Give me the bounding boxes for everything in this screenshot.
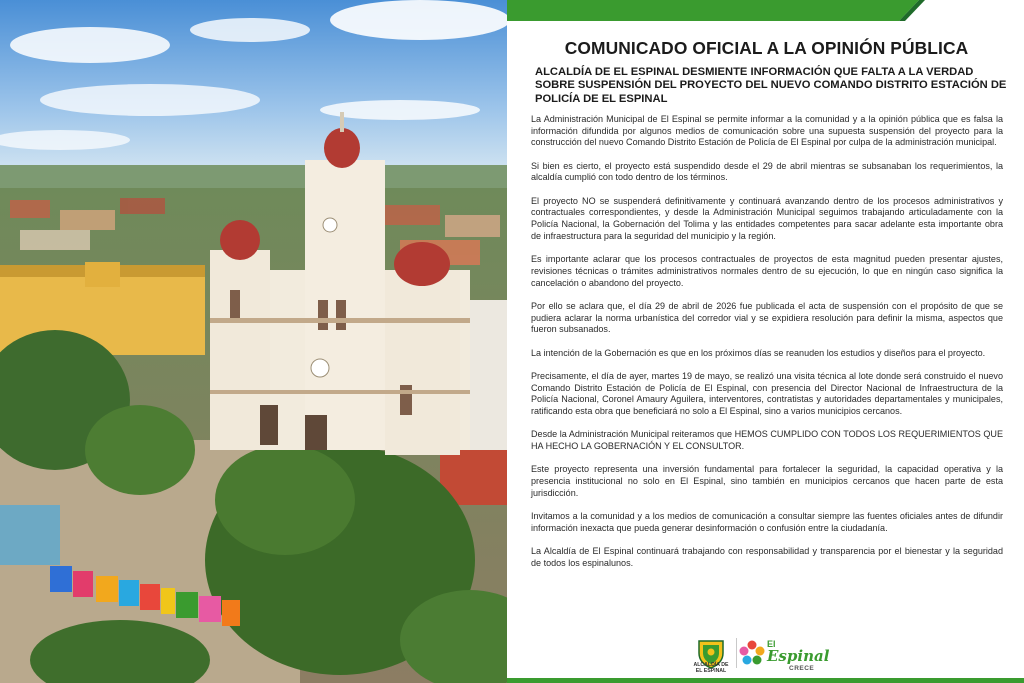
paragraph: Este proyecto representa una inversión fundamental para fortalecer la seguridad, la capacidad operativa y la presencia institucional no solo en El Espinal, sino también en municipios cercanos que hacen parte de esta jurisdicción. — [531, 464, 1003, 498]
cathedral-aerial-photo — [0, 0, 507, 683]
logo-divider — [736, 638, 737, 668]
paragraph: Por ello se aclara que, el día 29 de abril de 2026 fue publicada el acta de suspensión con el propósito de que se pudiera aclarar la norma urbanística del corredor vial y se expidiera resolución para definir la misma, aspectos que fueron subsanados. — [531, 300, 1003, 335]
logo-crece-text: CRECE — [789, 665, 815, 672]
official-statement-document — [507, 0, 1024, 683]
paragraph: Invitamos a la comunidad y a los medios de comunicación a consultar siempre las fuentes oficiales antes de difundir información inexacta que pueda generar desinformación o confusión entre la ciudadanía. — [531, 510, 1003, 533]
paragraph: Desde la Administración Municipal reiteramos que HEMOS CUMPLIDO CON TODOS LOS REQUERIMIENTOS QUE HA HECHO LA GOBERNACIÓN Y EL CONSULTOR. — [531, 429, 1003, 451]
bottom-accent-bar — [507, 678, 1024, 683]
paragraph: El proyecto NO se suspenderá definitivamente y continuará avanzando dentro de los procesos administrativos y contractuales correspondientes, y desde la Administración Municipal seguimos trabajando articuladamente con la Policía Nacional, la Gobernación del Tolima y las entidades competentes para sacar adelante esta importante obra de infraestructura para la seguridad del municipio y la región. — [531, 195, 1003, 241]
document-subtitle: ALCALDÍA DE EL ESPINAL DESMIENTE INFORMACIÓN QUE FALTA A LA VERDAD SOBRE SUSPENSIÓN DEL PROYECTO DEL NUEVO COMANDO DISTRITO ESTACIÓN DE POLICÍA DE EL ESPINAL — [535, 66, 1007, 105]
flower-icon — [739, 640, 765, 666]
logo-espinal-text: Espinal — [767, 647, 830, 665]
alcaldia-label: ALCALDÍA DE EL ESPINAL — [693, 662, 729, 674]
paragraph: La intención de la Gobernación es que en los próximos días se reanuden los estudios y diseños para el proyecto. — [531, 347, 986, 358]
paragraph: Si bien es cierto, el proyecto está suspendido desde el 29 de abril mientras se subsanaban los requerimientos, la alcaldía cumplió con todo dentro de los términos. — [531, 160, 1003, 183]
paragraph: Precisamente, el día de ayer, martes 19 de mayo, se realizó una visita técnica al lote donde será construido el nuevo Comando Distrito Estación de Policía de El Espinal, con presencia del Director Nacional de Infraestructura de la Policía Nacional, Coronel Amaury Aguilera, interventores, contratistas y autoridades departamentales y municipales, ratificando esta obra que beneficiará no solo a El Espinal, sino a varios municipios cercanos. — [531, 370, 1003, 416]
document-title: COMUNICADO OFICIAL A LA OPINIÓN PÚBLICA — [564, 38, 969, 58]
logo-el-text: El — [767, 639, 776, 649]
footer-logos — [507, 632, 1024, 676]
el-espinal-crece-logo — [739, 636, 829, 672]
paragraph: La Administración Municipal de El Espinal se permite informar a la comunidad y a la opinión pública que es falsa la información difundida por algunos medios de comunicación sobre una supuesta suspensión del proyecto para la construcción del nuevo Comando Distrito Estación de Policía de El Espinal por culpa de la administración municipal. — [531, 114, 1003, 148]
top-accent-bar — [507, 0, 1024, 21]
document-body — [531, 114, 1003, 581]
paragraph: Es importante aclarar que los procesos contractuales de proyectos de esta magnitud pueden presentar ajustes, revisiones técnicas o trámites administrativos normales dentro de su ejecución, lo que en ningún caso significa la cancelación o abandono del proyecto. — [531, 254, 1003, 288]
paragraph: La Alcaldía de El Espinal continuará trabajando con responsabilidad y transparencia por el bienestar y la seguridad de todos los espinalunos. — [531, 545, 1003, 568]
